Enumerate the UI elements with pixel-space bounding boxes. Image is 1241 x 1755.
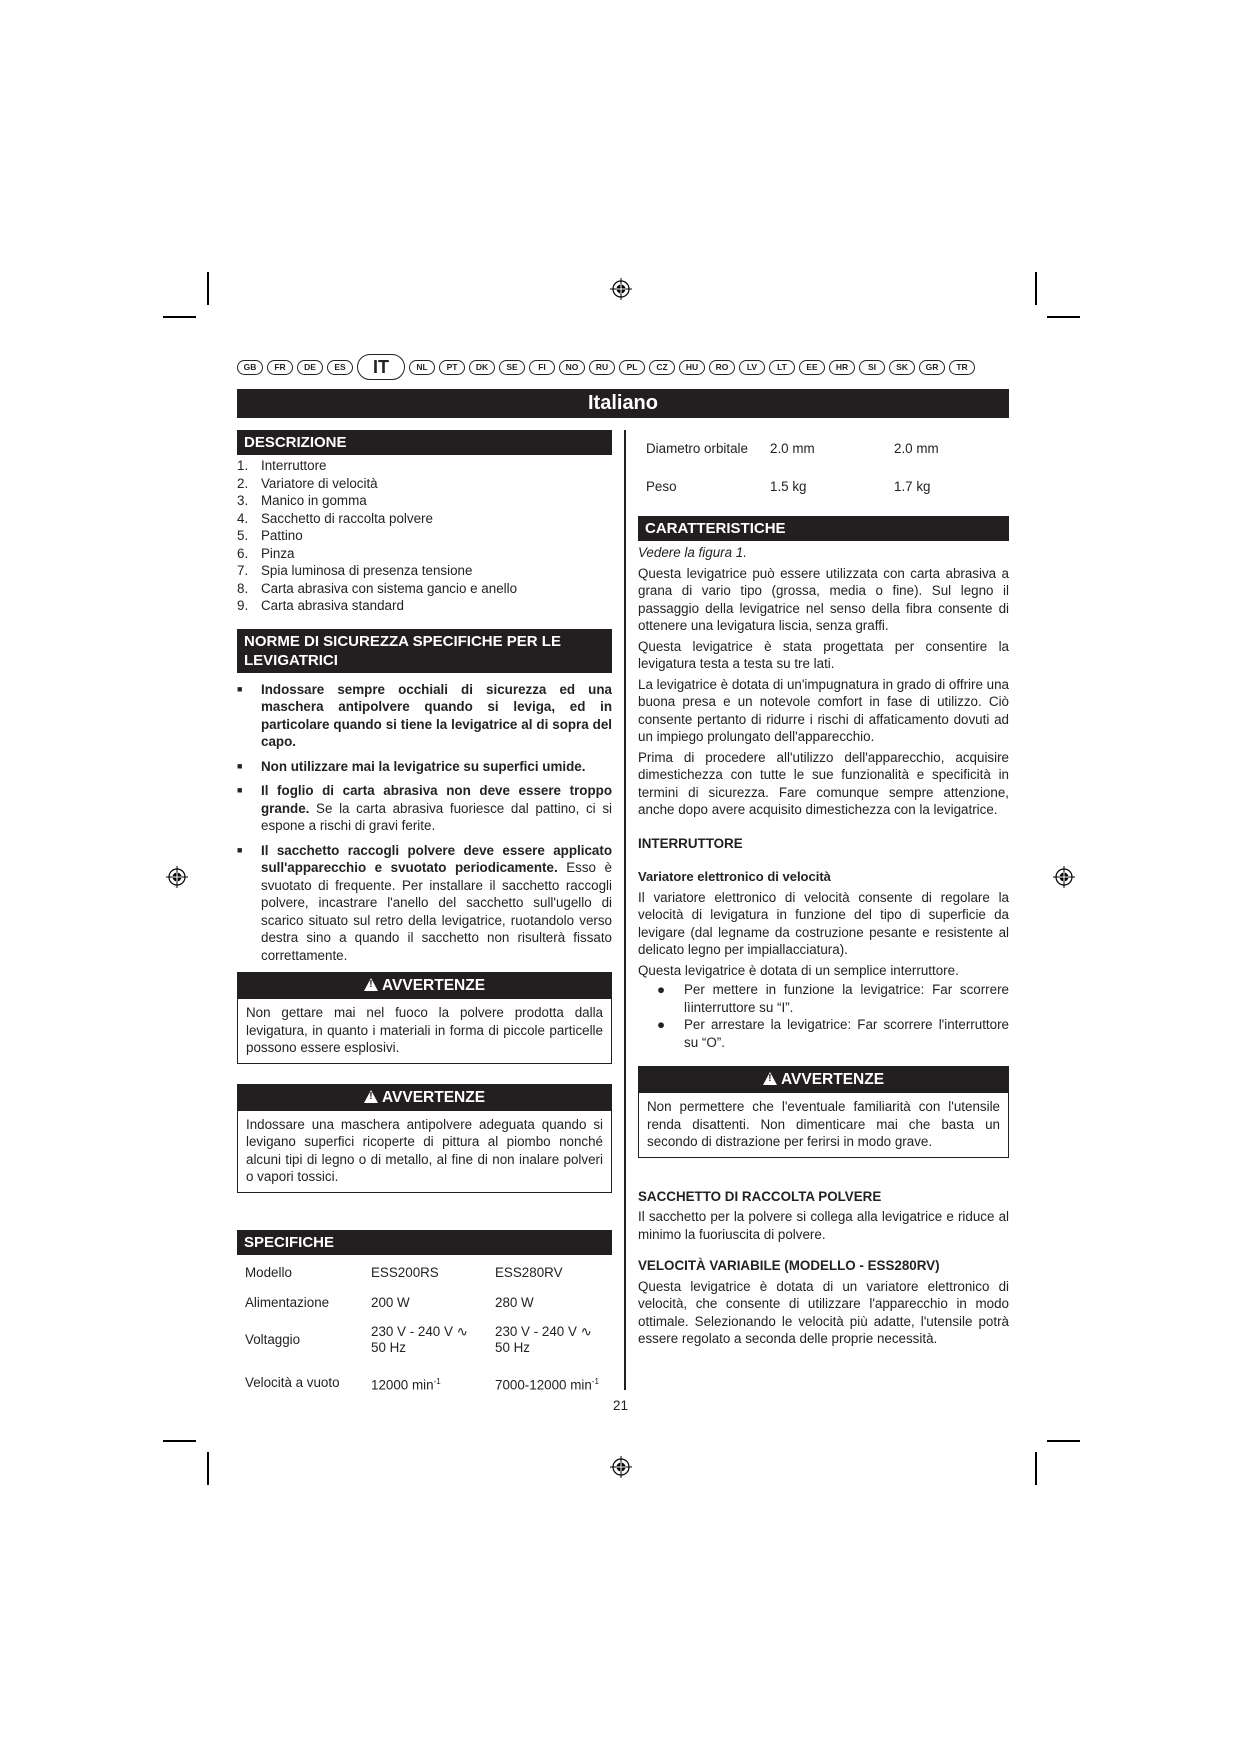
language-bar [237, 354, 1009, 380]
warning-icon: ! [763, 1072, 777, 1085]
table-row [237, 1319, 612, 1362]
list-item [638, 981, 1009, 1016]
list-item-text: Manico in gomma [261, 493, 367, 508]
list-item-text [261, 782, 612, 835]
spec-value: 200 W [371, 1295, 410, 1311]
paragraph: Questa levigatrice è dotata di un semplice interruttore. [638, 962, 959, 978]
language-tab-pt[interactable]: PT [439, 360, 465, 375]
registration-mark-icon [610, 1456, 632, 1478]
list-item-text: Pinza [261, 545, 295, 561]
spec-table [237, 1259, 612, 1406]
section-heading-specifiche: SPECIFICHE [237, 1230, 612, 1255]
language-tab-si[interactable]: SI [859, 360, 885, 375]
table-row [237, 1289, 612, 1319]
superscript: -1 [591, 1376, 599, 1386]
list-item [237, 681, 612, 751]
language-tab-lt[interactable]: LT [769, 360, 795, 375]
paragraph: La levigatrice è dotata di un'impugnatura in grado di offrire una buona presa e un notevole comfort in fase di utilizzo. Ciò consente pertanto di ridurre i rischi di affaticamento dovuti ad un impiego prolungato dell'apparecchio. [638, 676, 1009, 744]
crop-mark [207, 272, 209, 305]
warning-text: Non gettare mai nel fuoco la polvere prodotta dalla levigatura, in quanto i materiali in forma di piccole particelle possono essere esplosivi. [246, 1005, 603, 1055]
language-tab-gr[interactable]: GR [919, 360, 945, 375]
spec-value: ESS200RS [371, 1265, 439, 1281]
warning-title: AVVERTENZE [780, 1071, 885, 1088]
list-item [237, 758, 612, 776]
warning-header [238, 973, 611, 999]
parts-list [237, 457, 612, 615]
section-heading-sacchetto: SACCHETTO DI RACCOLTA POLVERE [638, 1188, 882, 1204]
spec-value-text: 7000-12000 min [495, 1376, 592, 1392]
spec-value: 2.0 mm [770, 440, 815, 456]
section-heading-interruttore: INTERRUTTORE [638, 835, 743, 851]
spec-value: 230 V - 240 V ∿ 50 Hz [371, 1323, 468, 1355]
list-item-text: Interruttore [261, 458, 327, 473]
square-bullet-icon: ■ [237, 760, 243, 771]
crop-mark [1035, 272, 1037, 305]
table-row [237, 1259, 612, 1289]
list-item-number: 9. [237, 598, 249, 613]
list-item [638, 1016, 1009, 1051]
list-item [237, 580, 612, 598]
spec-value: ESS280RV [495, 1265, 563, 1281]
left-column [237, 430, 612, 1406]
spec-label: Diametro orbitale [646, 440, 748, 456]
list-item-text: Per mettere in funzione la levigatrice: Far scorrere lìinterruttore su “I”. [684, 982, 1009, 1015]
bold-text: Il sacchetto raccogli polvere deve essere applicato sull'apparecchio e svuotato periodicamente. [261, 842, 612, 875]
page-number: 21 [613, 1398, 628, 1413]
warning-box [638, 1066, 1009, 1158]
page-title: Italiano [237, 389, 1009, 418]
list-item-number: 1. [237, 458, 249, 473]
square-bullet-icon: ■ [237, 683, 243, 694]
spec-value: 2.0 mm [894, 440, 939, 456]
list-item [237, 782, 612, 835]
paragraph: Questa levigatrice può essere utilizzata con carta abrasiva a grana di vario tipo (grossa, media o fine). Sul legno il passaggio della levigatrice nel senso della fibra consente di ottenere una levigatura liscia, senza graffi. [638, 565, 1009, 633]
list-item-number: 3. [237, 493, 249, 508]
language-tab-no[interactable]: NO [559, 360, 585, 375]
spec-label: Peso [646, 478, 677, 494]
spec-value-text: 12000 min [371, 1376, 434, 1392]
language-tab-gb[interactable]: GB [237, 360, 263, 375]
language-tab-fr[interactable]: FR [267, 360, 293, 375]
bold-text: Indossare sempre occhiali di sicurezza ed una maschera antipolvere quando si leviga, ed in particolare quando si tiene la levigatrice al di sopra del capo. [261, 681, 612, 749]
spec-value: 1.5 kg [770, 478, 807, 494]
warning-text: Indossare una maschera antipolvere adeguata quando si levigano superfici ricoperte di pittura al piombo nonché alcuni tipi di legno o di metallo, al fine di non inalare polveri o vapori tossici. [246, 1116, 603, 1184]
crop-mark [1047, 1440, 1080, 1442]
paragraph: Questa levigatrice è stata progettata per consentire la levigatura testa a testa su tre lati. [638, 638, 1009, 671]
table-row [638, 472, 1009, 502]
paragraph: Prima di procedere all'utilizzo dell'apparecchio, acquisire dimestichezza con tutte le sue funzionalità e specificità in termini di sicurezza. Fare comunque sempre attenzione, anche dopo avere acquisito dimestichezza con la levigatrice. [638, 749, 1009, 817]
crop-mark [207, 1452, 209, 1485]
list-item-text: Carta abrasiva con sistema gancio e anello [261, 580, 518, 596]
crop-mark [1035, 1452, 1037, 1485]
language-tab-es[interactable]: ES [327, 360, 353, 375]
paragraph: Il sacchetto per la polvere si collega alla levigatrice e riduce al minimo la fuoriuscita di polvere. [638, 1209, 1009, 1242]
spec-value: 1.7 kg [894, 478, 931, 494]
warning-text: Non permettere che l'eventuale familiarità con l'utensile renda disattenti. Non dimenticare mai che basta un secondo di distrazione per ferirsi in modo grave. [647, 1099, 1000, 1149]
list-item-text [261, 681, 612, 751]
language-tab-tr[interactable]: TR [949, 360, 975, 375]
list-item [237, 475, 612, 493]
superscript: -1 [433, 1376, 441, 1386]
list-item-text: Variatore di velocità [261, 475, 378, 491]
list-item-text: Pattino [261, 528, 303, 543]
language-tab-cz[interactable]: CZ [649, 360, 675, 375]
spec-label: Alimentazione [245, 1295, 330, 1311]
warning-box [237, 972, 612, 1064]
crop-mark [163, 316, 196, 318]
list-item [237, 457, 612, 475]
registration-mark-icon [166, 866, 188, 888]
subheading: Variatore elettronico di velocità [638, 869, 831, 884]
safety-rules-list [237, 681, 612, 965]
section-heading-caratteristiche: CARATTERISTICHE [638, 516, 1009, 541]
list-item [237, 545, 612, 563]
language-tab-ro[interactable]: RO [709, 360, 735, 375]
bullet: ● [656, 1017, 666, 1032]
crop-mark [163, 1440, 196, 1442]
list-item [237, 562, 612, 580]
warning-header [639, 1067, 1008, 1093]
warning-title: AVVERTENZE [381, 977, 486, 994]
list-item [237, 527, 612, 545]
section-heading-velocita: VELOCITÀ VARIABILE (MODELLO - ESS280RV) [638, 1258, 940, 1273]
bold-text: Non utilizzare mai la levigatrice su superfici umide. [261, 758, 586, 774]
language-tab-sk[interactable]: SK [889, 360, 915, 375]
list-item-text: Per arrestare la levigatrice: Far scorrere l'interruttore su “O”. [684, 1017, 1009, 1050]
list-item-text [261, 842, 612, 965]
warning-title: AVVERTENZE [381, 1088, 486, 1106]
language-tab-ee[interactable]: EE [799, 360, 825, 375]
section-heading-descrizione: DESCRIZIONE [237, 430, 612, 455]
language-tab-hu[interactable]: HU [679, 360, 705, 375]
crop-mark [1047, 316, 1080, 318]
registration-mark-icon [1053, 866, 1075, 888]
warning-header [238, 1085, 611, 1111]
list-item-text: Sacchetto di raccolta polvere [261, 510, 433, 526]
list-item-number: 6. [237, 545, 249, 561]
language-tab-de[interactable]: DE [297, 360, 323, 375]
square-bullet-icon: ■ [237, 785, 243, 795]
list-item-number: 5. [237, 528, 249, 543]
language-tab-fi[interactable]: FI [529, 360, 555, 375]
warning-icon: ! [364, 1090, 378, 1103]
paragraph: Il variatore elettronico di velocità consente di regolare la velocità di levigatura in funzione del tipo di superficie da levigare (dal legname da costruzione pesante e resistente al delicato legno per impiallacciatura). [638, 889, 1009, 957]
square-bullet-icon: ■ [237, 844, 243, 855]
table-row [638, 426, 1009, 472]
list-item-number: 4. [237, 510, 249, 526]
list-item-text [261, 758, 612, 776]
switch-list [638, 981, 1009, 1051]
regular-text: Se la carta abrasiva fuoriesce dal pattino, ci si espone a rischi di gravi ferite. [261, 800, 612, 833]
section-heading-norme: NORME DI SICUREZZA SPECIFICHE PER LE LEVIGATRICI [237, 629, 612, 673]
list-item-text: Spia luminosa di presenza tensione [261, 563, 473, 578]
column-divider [624, 430, 626, 1390]
language-tab-pl[interactable]: PL [619, 360, 645, 375]
list-item [237, 597, 612, 615]
bullet: ● [656, 982, 666, 997]
figure-reference: Vedere la figura 1. [638, 545, 747, 560]
spec-value: 230 V - 240 V ∿ 50 Hz [495, 1323, 592, 1355]
spec-table-continued [638, 426, 1009, 502]
list-item-number: 2. [237, 475, 249, 491]
right-column [638, 430, 1009, 1348]
list-item [237, 842, 612, 965]
registration-mark-icon [610, 278, 632, 300]
list-item-number: 8. [237, 580, 249, 596]
spec-label: Velocità a vuoto [245, 1375, 340, 1391]
paragraph: Questa levigatrice è dotata di un variatore elettronico di velocità, che consente di utilizzare l'apparecchio in modo ottimale. Selezionando le velocità più adatte, l'utensile potrà essere regolato a seconda delle proprie necessità. [638, 1278, 1009, 1346]
language-tab-lv[interactable]: LV [739, 360, 765, 375]
regular-text: Esso è svuotato di frequente. Per installare il sacchetto raccogli polvere, incastrare l'anello del sacchetto sull'ugello di scarico situato sul retro della levigatrice, ruotandolo verso destra sino a quando il sacchetto non risulterà fissato correttamente. [261, 860, 612, 963]
language-tab-nl[interactable]: NL [409, 360, 435, 375]
language-tab-ru[interactable]: RU [589, 360, 615, 375]
list-item [237, 492, 612, 510]
spec-label: Voltaggio [245, 1331, 301, 1347]
list-item [237, 510, 612, 528]
list-item-number: 7. [237, 563, 249, 578]
language-tab-it[interactable]: IT [357, 354, 405, 380]
bold-text: Il foglio di carta abrasiva non deve essere troppo grande. [261, 783, 612, 816]
spec-value: 280 W [495, 1295, 534, 1311]
warning-box [237, 1084, 612, 1193]
warning-icon: ! [364, 978, 378, 991]
language-tab-se[interactable]: SE [499, 360, 525, 375]
spec-label: Modello [245, 1265, 292, 1281]
language-tab-hr[interactable]: HR [829, 360, 855, 375]
language-tab-dk[interactable]: DK [469, 360, 495, 375]
list-item-text: Carta abrasiva standard [261, 598, 404, 613]
